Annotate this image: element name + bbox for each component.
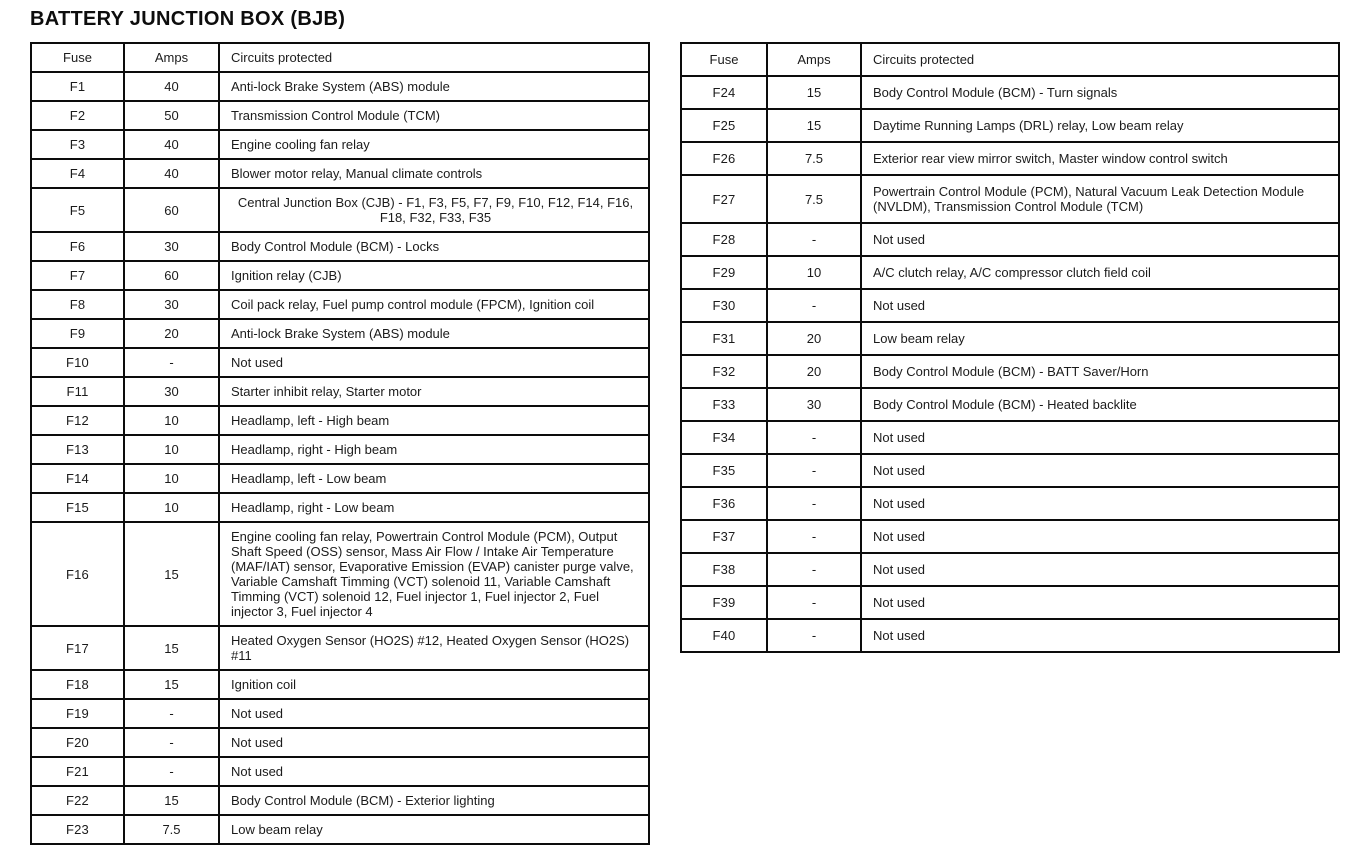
circuits-cell: Not used xyxy=(861,487,1339,520)
table-row xyxy=(31,786,649,815)
amps-cell: - xyxy=(124,348,219,377)
fuse-cell: F38 xyxy=(681,553,767,586)
circuits-cell: Ignition relay (CJB) xyxy=(219,261,649,290)
amps-cell: 10 xyxy=(124,435,219,464)
table-row xyxy=(681,454,1339,487)
amps-cell: - xyxy=(767,553,861,586)
table-row xyxy=(681,322,1339,355)
fuse-cell: F30 xyxy=(681,289,767,322)
table-row xyxy=(31,815,649,844)
amps-cell: - xyxy=(124,728,219,757)
circuits-cell: Daytime Running Lamps (DRL) relay, Low beam relay xyxy=(861,109,1339,142)
fuse-cell: F2 xyxy=(31,101,124,130)
table-body xyxy=(31,72,649,844)
table-row xyxy=(31,188,649,232)
header-row xyxy=(681,43,1339,76)
table-row xyxy=(31,348,649,377)
amps-cell: 20 xyxy=(767,355,861,388)
table-row xyxy=(31,406,649,435)
amps-cell: - xyxy=(767,454,861,487)
amps-cell: 15 xyxy=(124,670,219,699)
table-row xyxy=(31,130,649,159)
amps-cell: 60 xyxy=(124,261,219,290)
table-row xyxy=(31,464,649,493)
header-row xyxy=(31,43,649,72)
circuits-cell: Central Junction Box (CJB) - F1, F3, F5, F7, F9, F10, F12, F14, F16, F18, F32, F33, F35 xyxy=(219,188,649,232)
amps-cell: 10 xyxy=(124,464,219,493)
circuits-cell: Not used xyxy=(861,289,1339,322)
circuits-cell: Not used xyxy=(219,757,649,786)
amps-cell: 7.5 xyxy=(767,142,861,175)
fuse-cell: F31 xyxy=(681,322,767,355)
table-row xyxy=(31,626,649,670)
amps-cell: - xyxy=(767,223,861,256)
amps-cell: 15 xyxy=(124,626,219,670)
table-row xyxy=(31,290,649,319)
amps-cell: 10 xyxy=(124,493,219,522)
amps-cell: 15 xyxy=(767,109,861,142)
amps-cell: - xyxy=(767,520,861,553)
table-row xyxy=(681,487,1339,520)
page-title: BATTERY JUNCTION BOX (BJB) xyxy=(30,8,346,30)
fuse-cell: F35 xyxy=(681,454,767,487)
circuits-cell: Transmission Control Module (TCM) xyxy=(219,101,649,130)
table-row xyxy=(31,261,649,290)
circuits-cell: Not used xyxy=(861,223,1339,256)
fuse-cell: F39 xyxy=(681,586,767,619)
amps-cell: - xyxy=(767,421,861,454)
table-row xyxy=(681,520,1339,553)
circuits-cell: Not used xyxy=(861,421,1339,454)
amps-cell: 10 xyxy=(767,256,861,289)
table-row xyxy=(681,256,1339,289)
fuse-cell: F22 xyxy=(31,786,124,815)
circuits-cell: Body Control Module (BCM) - Exterior lighting xyxy=(219,786,649,815)
table-row xyxy=(681,223,1339,256)
circuits-cell: Body Control Module (BCM) - Heated backlite xyxy=(861,388,1339,421)
fuse-table-left xyxy=(30,42,650,845)
table-row xyxy=(31,435,649,464)
table-row xyxy=(31,522,649,626)
table-row xyxy=(31,232,649,261)
circuits-cell: Not used xyxy=(219,699,649,728)
fuse-cell: F9 xyxy=(31,319,124,348)
circuits-cell: Not used xyxy=(861,619,1339,652)
tables-container xyxy=(30,42,1346,845)
circuits-cell: Coil pack relay, Fuel pump control module (FPCM), Ignition coil xyxy=(219,290,649,319)
fuse-cell: F3 xyxy=(31,130,124,159)
column-header: Fuse xyxy=(681,43,767,76)
circuits-cell: A/C clutch relay, A/C compressor clutch field coil xyxy=(861,256,1339,289)
fuse-cell: F28 xyxy=(681,223,767,256)
amps-cell: - xyxy=(767,619,861,652)
amps-cell: 20 xyxy=(124,319,219,348)
column-header: Amps xyxy=(124,43,219,72)
fuse-cell: F27 xyxy=(681,175,767,223)
amps-cell: 15 xyxy=(767,76,861,109)
circuits-cell: Exterior rear view mirror switch, Master window control switch xyxy=(861,142,1339,175)
table-body xyxy=(681,76,1339,652)
circuits-cell: Engine cooling fan relay, Powertrain Control Module (PCM), Output Shaft Speed (OSS) sensor, Mass Air Flow / Intake Air Temperature (MAF/IAT) sensor, Evaporative Emission (EVAP) canister purge valve, Variable Camshaft Timming (VCT) solenoid 11, Variable Camshaft Timming (VCT) solenoid 12, Fuel injector 1, Fuel injector 2, Fuel injector 3, Fuel injector 4 xyxy=(219,522,649,626)
table-row xyxy=(31,493,649,522)
fuse-cell: F36 xyxy=(681,487,767,520)
fuse-cell: F11 xyxy=(31,377,124,406)
table-row xyxy=(681,142,1339,175)
fuse-cell: F29 xyxy=(681,256,767,289)
amps-cell: - xyxy=(767,289,861,322)
amps-cell: 50 xyxy=(124,101,219,130)
column-header: Amps xyxy=(767,43,861,76)
fuse-cell: F7 xyxy=(31,261,124,290)
circuits-cell: Not used xyxy=(219,728,649,757)
amps-cell: 7.5 xyxy=(124,815,219,844)
circuits-cell: Starter inhibit relay, Starter motor xyxy=(219,377,649,406)
circuits-cell: Not used xyxy=(861,586,1339,619)
circuits-cell: Body Control Module (BCM) - BATT Saver/Horn xyxy=(861,355,1339,388)
circuits-cell: Anti-lock Brake System (ABS) module xyxy=(219,72,649,101)
fuse-cell: F10 xyxy=(31,348,124,377)
amps-cell: 30 xyxy=(124,290,219,319)
circuits-cell: Headlamp, left - Low beam xyxy=(219,464,649,493)
table-header xyxy=(681,43,1339,76)
fuse-cell: F40 xyxy=(681,619,767,652)
fuse-cell: F16 xyxy=(31,522,124,626)
table-row xyxy=(681,289,1339,322)
circuits-cell: Ignition coil xyxy=(219,670,649,699)
amps-cell: 30 xyxy=(124,232,219,261)
table-row xyxy=(681,619,1339,652)
fuse-cell: F18 xyxy=(31,670,124,699)
table-row xyxy=(681,388,1339,421)
table-row xyxy=(681,109,1339,142)
circuits-cell: Headlamp, left - High beam xyxy=(219,406,649,435)
table-row xyxy=(31,728,649,757)
fuse-cell: F34 xyxy=(681,421,767,454)
column-header: Circuits protected xyxy=(861,43,1339,76)
amps-cell: - xyxy=(767,586,861,619)
table-row xyxy=(31,757,649,786)
table-row xyxy=(681,355,1339,388)
fuse-cell: F19 xyxy=(31,699,124,728)
table-row xyxy=(31,319,649,348)
circuits-cell: Low beam relay xyxy=(861,322,1339,355)
amps-cell: 40 xyxy=(124,159,219,188)
fuse-cell: F5 xyxy=(31,188,124,232)
column-header: Fuse xyxy=(31,43,124,72)
fuse-cell: F32 xyxy=(681,355,767,388)
amps-cell: 15 xyxy=(124,786,219,815)
circuits-cell: Headlamp, right - High beam xyxy=(219,435,649,464)
amps-cell: 20 xyxy=(767,322,861,355)
circuits-cell: Body Control Module (BCM) - Locks xyxy=(219,232,649,261)
fuse-cell: F1 xyxy=(31,72,124,101)
amps-cell: 30 xyxy=(767,388,861,421)
circuits-cell: Not used xyxy=(861,553,1339,586)
table-row xyxy=(681,553,1339,586)
table-row xyxy=(681,175,1339,223)
circuits-cell: Blower motor relay, Manual climate controls xyxy=(219,159,649,188)
circuits-cell: Powertrain Control Module (PCM), Natural Vacuum Leak Detection Module (NVLDM), Transmission Control Module (TCM) xyxy=(861,175,1339,223)
amps-cell: 40 xyxy=(124,72,219,101)
table-row xyxy=(681,76,1339,109)
fuse-cell: F15 xyxy=(31,493,124,522)
circuits-cell: Not used xyxy=(219,348,649,377)
circuits-cell: Body Control Module (BCM) - Turn signals xyxy=(861,76,1339,109)
fuse-cell: F25 xyxy=(681,109,767,142)
table-row xyxy=(31,159,649,188)
table-row xyxy=(31,699,649,728)
amps-cell: 30 xyxy=(124,377,219,406)
column-header: Circuits protected xyxy=(219,43,649,72)
amps-cell: - xyxy=(767,487,861,520)
fuse-cell: F24 xyxy=(681,76,767,109)
amps-cell: 15 xyxy=(124,522,219,626)
amps-cell: - xyxy=(124,757,219,786)
circuits-cell: Engine cooling fan relay xyxy=(219,130,649,159)
table-row xyxy=(681,421,1339,454)
table-row xyxy=(31,72,649,101)
amps-cell: - xyxy=(124,699,219,728)
circuits-cell: Anti-lock Brake System (ABS) module xyxy=(219,319,649,348)
fuse-cell: F14 xyxy=(31,464,124,493)
table-row xyxy=(31,670,649,699)
fuse-cell: F37 xyxy=(681,520,767,553)
fuse-cell: F23 xyxy=(31,815,124,844)
table-row xyxy=(681,586,1339,619)
amps-cell: 7.5 xyxy=(767,175,861,223)
fuse-cell: F13 xyxy=(31,435,124,464)
fuse-cell: F26 xyxy=(681,142,767,175)
table-row xyxy=(31,377,649,406)
circuits-cell: Headlamp, right - Low beam xyxy=(219,493,649,522)
fuse-cell: F6 xyxy=(31,232,124,261)
amps-cell: 40 xyxy=(124,130,219,159)
fuse-cell: F17 xyxy=(31,626,124,670)
fuse-cell: F12 xyxy=(31,406,124,435)
fuse-cell: F21 xyxy=(31,757,124,786)
table-header xyxy=(31,43,649,72)
fuse-cell: F8 xyxy=(31,290,124,319)
amps-cell: 60 xyxy=(124,188,219,232)
table-row xyxy=(31,101,649,130)
fuse-cell: F20 xyxy=(31,728,124,757)
fuse-table-right xyxy=(680,42,1340,653)
circuits-cell: Low beam relay xyxy=(219,815,649,844)
circuits-cell: Not used xyxy=(861,520,1339,553)
amps-cell: 10 xyxy=(124,406,219,435)
fuse-cell: F33 xyxy=(681,388,767,421)
circuits-cell: Heated Oxygen Sensor (HO2S) #12, Heated Oxygen Sensor (HO2S) #11 xyxy=(219,626,649,670)
fuse-cell: F4 xyxy=(31,159,124,188)
circuits-cell: Not used xyxy=(861,454,1339,487)
